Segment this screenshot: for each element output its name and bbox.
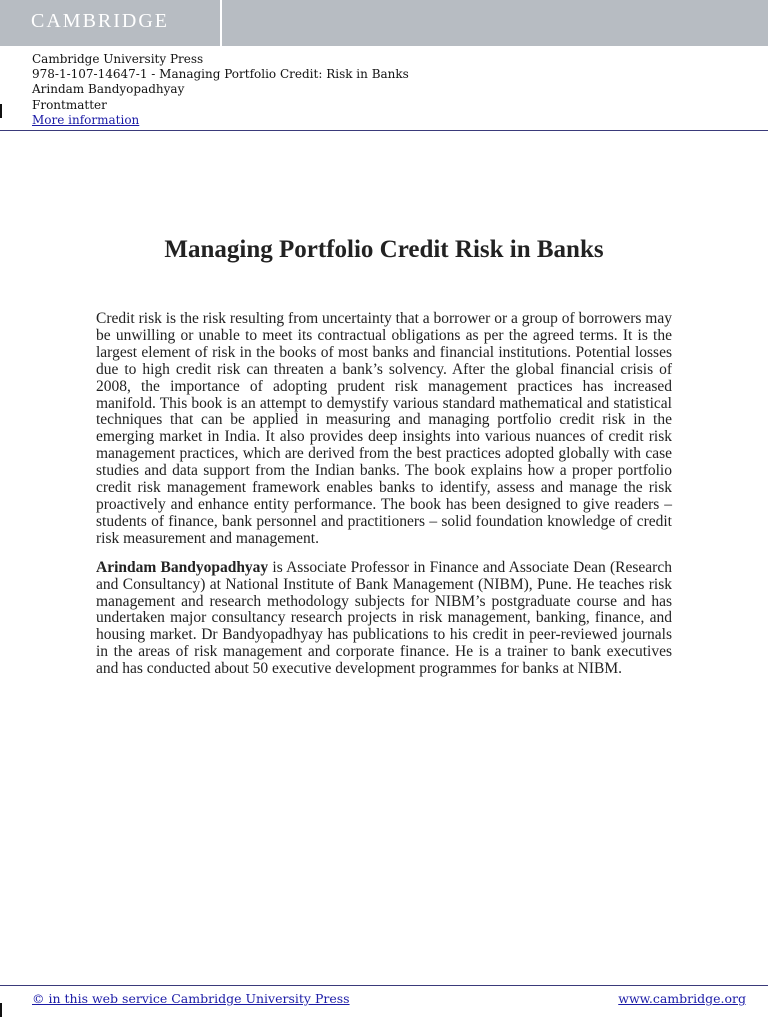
- header-bar: [0, 0, 768, 46]
- margin-mark: [0, 104, 2, 118]
- logo-text: CAMBRIDGE: [31, 10, 170, 32]
- publisher-line: Cambridge University Press: [32, 52, 204, 66]
- header-divider: [0, 130, 768, 131]
- margin-mark: [0, 1003, 2, 1017]
- book-description: Credit risk is the risk resulting from uncertainty that a borrower or a group of borrowers may be unwilling or unable to meet its contractual obligations as per the agreed terms. It is the largest element of risk in the books of most banks and financial institutions. Potential losses due to high credit risk can threaten a bank’s solvency. After the global financial crisis of 2008, the importance of adopting prudent risk management practices has increased manifold. This book is an attempt to demystify various standard mathematical and statistical techniques that can be applied in measuring and managing portfolio credit risk in the emerging market in India. It also provides deep insights into various nuances of credit risk management practices, which are derived from the best practices adopted globally with case studies and data support from the Indian banks. The book explains how a proper portfolio credit risk management framework enables banks to identify, assess and manage the risk proactively and enhance entity performance. The book has been designed to give readers – students of finance, bank personnel and practitioners – solid foundation knowledge of credit risk measurement and management.: [96, 310, 672, 547]
- website-link[interactable]: www.cambridge.org: [618, 991, 746, 1006]
- author-biography: [96, 560, 672, 678]
- author-name: Arindam Bandyopadhyay: [96, 558, 269, 576]
- cambridge-logo[interactable]: [0, 0, 222, 46]
- footer-divider: [0, 985, 768, 986]
- copyright-link[interactable]: © in this web service Cambridge University Press: [32, 991, 350, 1006]
- author-bio-text: is Associate Professor in Finance and Associate Dean (Research and Consultancy) at National Institute of Bank Management (NIBM), Pune. He teaches risk management and research methodology subjects for NIBM’s postgraduate course and has undertaken major consultancy research projects in risk management, banking, finance, and housing market. Dr Bandyopadhyay has publications to his credit in peer-reviewed journals in the areas of risk management and corporate finance. He is a trainer to bank executives and has conducted about 50 executive development programmes for banks at NIBM.: [96, 558, 672, 678]
- book-metadata: [32, 52, 409, 128]
- author-line: Arindam Bandyopadhyay: [32, 82, 185, 97]
- page-title: Managing Portfolio Credit Risk in Banks: [164, 236, 604, 263]
- section-line: Frontmatter: [32, 97, 107, 112]
- more-information-link[interactable]: More information: [32, 112, 140, 127]
- isbn-title-line: 978-1-107-14647-1 - Managing Portfolio Credit: Risk in Banks: [32, 67, 409, 82]
- page-body: [96, 311, 672, 690]
